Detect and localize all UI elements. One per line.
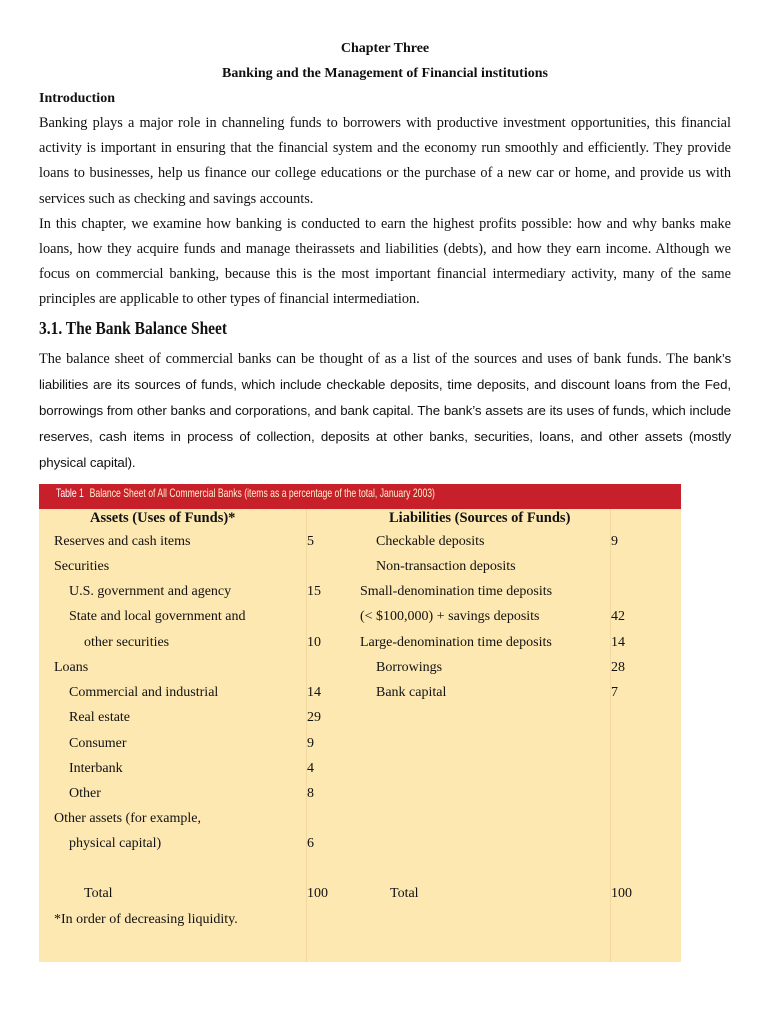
- assets-total-value: 100: [307, 886, 328, 901]
- chapter-label: Chapter Three: [340, 41, 430, 56]
- asset-value: 9: [307, 736, 314, 751]
- liability-label: Small-denomination time deposits: [360, 584, 553, 599]
- table-footnote: *In order of decreasing liquidity.: [54, 912, 238, 927]
- asset-label: Loans: [54, 660, 89, 675]
- asset-value: 29: [307, 710, 321, 725]
- liability-label: Non-transaction deposits: [376, 559, 516, 574]
- asset-label: physical capital): [69, 836, 162, 851]
- liability-value: 7: [611, 685, 618, 700]
- table-number: Table 1: [56, 486, 84, 500]
- asset-label: Consumer: [69, 736, 127, 751]
- asset-label: Interbank: [69, 761, 123, 776]
- asset-label: other securities: [84, 635, 170, 650]
- asset-label: Other assets (for example,: [54, 811, 201, 826]
- paragraph-3: [39, 346, 731, 477]
- liability-value: 42: [611, 609, 625, 624]
- asset-label: State and local government and: [69, 609, 246, 624]
- paragraph-3-part-b: bank’s liabilities are its sources of funds, which include checkable deposits, time deposits, and discount loans from the Fed, borrowings from other banks and corporations, and bank capital.: [39, 350, 731, 419]
- liabilities-total-label: Total: [390, 886, 419, 901]
- paragraph-3-part-c: The bank’s assets are its uses of funds, which include reserves, cash items in process of collection, deposits at other banks, securities, loans, and other assets (mostly physical capital).: [39, 403, 731, 471]
- asset-label: Commercial and industrial: [69, 685, 219, 700]
- assets-total-label: Total: [84, 886, 113, 901]
- liabilities-header: Liabilities (Sources of Funds): [389, 510, 571, 526]
- liabilities-total-value: 100: [611, 886, 632, 901]
- chapter-title: Banking and the Management of Financial institutions: [222, 66, 548, 81]
- liability-label: Large-denomination time deposits: [360, 635, 552, 650]
- asset-value: 14: [307, 685, 321, 700]
- asset-label: Other: [69, 786, 101, 801]
- section-title: 3.1. The Bank Balance Sheet: [39, 317, 228, 338]
- liability-label: Bank capital: [376, 685, 447, 700]
- paragraph-3-part-a: The balance sheet of commercial banks can be thought of as a list of the sources and uses of bank funds. The: [39, 350, 694, 367]
- liability-value: 9: [611, 534, 618, 549]
- liability-label: Borrowings: [376, 660, 443, 675]
- table-caption: Balance Sheet of All Commercial Banks (items as a percentage of the total, January 2003): [89, 486, 435, 500]
- document-page: [39, 36, 731, 477]
- liability-label: (< $100,000) + savings deposits: [360, 609, 540, 624]
- assets-header: Assets (Uses of Funds)*: [90, 510, 236, 526]
- asset-label: U.S. government and agency: [69, 584, 232, 599]
- liability-label: Checkable deposits: [376, 534, 485, 549]
- asset-value: 6: [307, 836, 314, 851]
- asset-label: Reserves and cash items: [54, 534, 191, 549]
- asset-label: Real estate: [69, 710, 131, 725]
- intro-heading: Introduction: [39, 91, 115, 106]
- paragraph-2: In this chapter, we examine how banking is conducted to earn the highest profits possible: how and why banks make loans, how they acquire funds and manage theirassets and liabilities (debts), and how they earn income. Although we focus on commercial banking, because this is the most important financial intermediary activity, many of the same principles are applicable to other types of financial intermediation.: [39, 215, 731, 308]
- liability-value: 14: [611, 635, 625, 650]
- asset-value: 4: [307, 761, 314, 776]
- balance-sheet-table: [39, 484, 681, 962]
- table-caption-bar: [39, 484, 681, 509]
- asset-value: 5: [307, 534, 314, 549]
- asset-value: 8: [307, 786, 314, 801]
- asset-label: Securities: [54, 559, 110, 574]
- liability-value: 28: [611, 660, 625, 675]
- paragraph-1: Banking plays a major role in channeling funds to borrowers with productive investment opportunities, this financial activity is important in ensuring that the financial system and the economy run smoothly and efficiently. They provide loans to businesses, help us finance our college educations or the purchase of a new car or home, and provide us with services such as checking and savings accounts.: [39, 115, 731, 207]
- asset-value: 15: [307, 584, 321, 599]
- asset-value: 10: [307, 635, 321, 650]
